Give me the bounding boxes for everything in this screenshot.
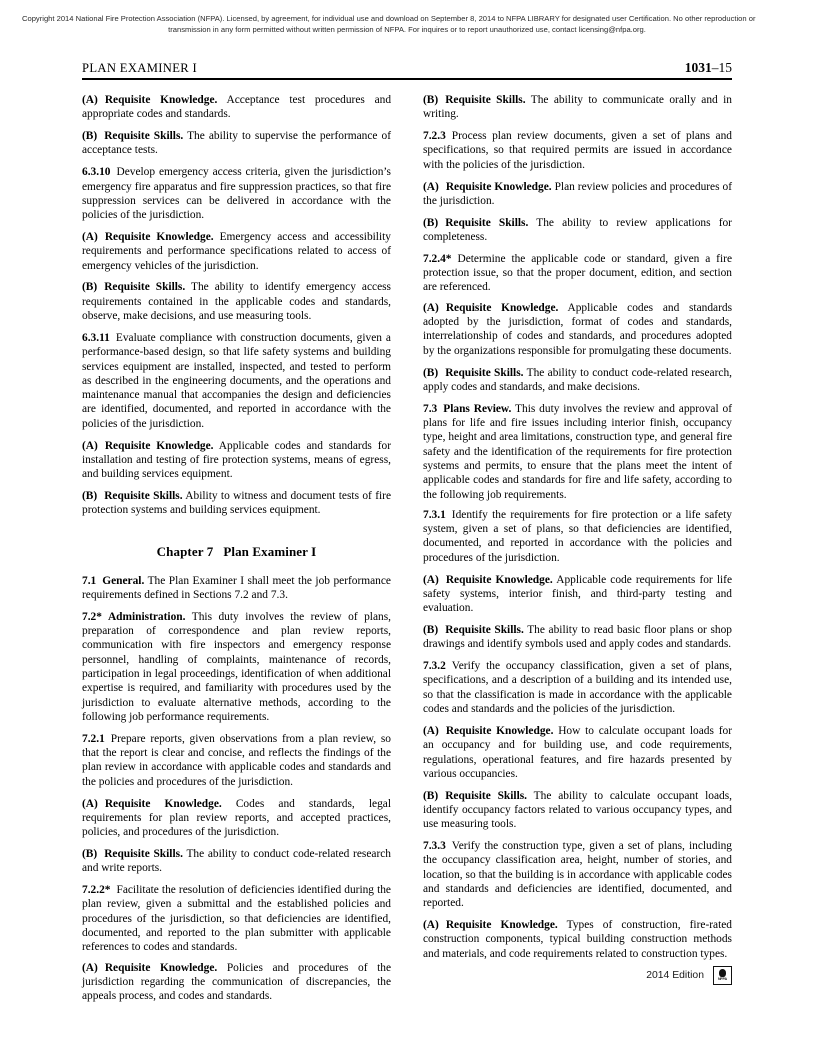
section-number: 7.2.2* [82, 884, 111, 897]
section-number: 7.3.3 [423, 840, 446, 853]
running-head-title: PLAN EXAMINER I [82, 61, 198, 75]
section-number: 7.3.2 [423, 660, 446, 673]
paragraph-term: Requisite Skills. [445, 789, 528, 802]
nfpa-flame-glyph [719, 969, 726, 977]
body-paragraph [423, 623, 732, 652]
paragraph-text: The ability to conduct code-related research and write reports. [82, 847, 391, 875]
paragraph-label: (B) [82, 490, 98, 502]
paragraph-text: Verify the construction type, given a set of plans, including the occupancy classification area, height, number of stories, and location, so that the building is in accordance with applicable codes and standards and deficiencies are identified, documented, and reported. [423, 840, 732, 910]
paragraph-label: (A) [423, 919, 439, 932]
body-paragraph [82, 93, 391, 122]
left-column [82, 93, 392, 1003]
paragraph-term: Requisite Skills. [445, 624, 524, 636]
paragraph-label: (B) [423, 624, 439, 636]
header-rule [82, 78, 732, 80]
right-column [423, 93, 733, 960]
page-number [685, 60, 732, 76]
body-paragraph [423, 252, 732, 295]
paragraph-term: Requisite Skills. [104, 847, 183, 860]
paragraph-text: Policies and procedures of the jurisdiction regarding the communication of discrepancies, the appeals process, and codes and standards. [82, 961, 391, 1003]
body-paragraph [423, 724, 732, 781]
page-number-prefix: 1031 [684, 60, 712, 75]
body-paragraph [423, 301, 732, 358]
body-paragraph [82, 280, 391, 323]
paragraph-label: (B) [423, 216, 439, 229]
paragraph-label: (B) [82, 847, 98, 860]
copyright-line-1: Copyright 2014 National Fire Protection Association (NFPA). Licensed, by agreement, for individual use and download on September 8, 2014 to NFPA LIBRARY for designated user Certification. No other reproduction or [22, 14, 756, 23]
running-head [82, 60, 732, 76]
body-paragraph [82, 230, 391, 273]
body-paragraph [423, 93, 732, 122]
paragraph-label: (B) [423, 366, 439, 379]
copyright-notice [22, 14, 792, 36]
nfpa-logo-word: NFPA [717, 977, 728, 982]
paragraph-text: Identify the requirements for fire protection or a life safety system, given a set of plans, so that deficiencies are identified, documented, and reported in accordance with the policies and procedures of the jurisdiction. [423, 508, 732, 564]
body-paragraph [82, 129, 391, 158]
paragraph-label: (A) [423, 301, 439, 314]
paragraph-term: Requisite Knowledge. [104, 231, 214, 243]
chapter-heading [82, 544, 391, 560]
paragraph-label: (B) [82, 281, 98, 294]
body-paragraph [423, 573, 732, 616]
paragraph-term: Requisite Skills. [445, 216, 529, 229]
paragraph-label: (A) [82, 231, 98, 243]
paragraph-text: How to calculate occupant loads for an occupancy and for building use, and code requirements, regulations, operational features, and fire hazards presented by various occupancies. [423, 724, 732, 780]
paragraph-term: Requisite Knowledge. [104, 797, 222, 810]
paragraph-text: Acceptance test procedures and appropriate codes and standards. [82, 94, 392, 121]
body-paragraph [423, 839, 732, 911]
copyright-line-2: transmission in any form permitted without written permission of NFPA. For inquires or to report unauthorized use, contact licensing@nfpa.org. [168, 24, 646, 34]
paragraph-text: Develop emergency access criteria, given the jurisdiction’s emergency fire apparatus and fire suppression practices, so that fire suppression services can be delivered in accordance with the policies of the jurisdiction. [82, 166, 391, 222]
section-number: 7.2.3 [423, 130, 446, 143]
paragraph-text: Facilitate the resolution of deficiencies identified during the plan review, given a submittal and the established policies and procedures of the jurisdiction, so that deficiencies are identified, documented, and reported to the plan submitter with applicable references to codes and standards. [82, 884, 391, 954]
paragraph-label: (A) [82, 797, 98, 810]
paragraph-term: Requisite Knowledge. [445, 301, 559, 314]
paragraph-term: Requisite Skills. [104, 130, 184, 143]
paragraph-text: The ability to identify emergency access requirements contained in the applicable codes and standards, observe, make decisions, and use measuring tools. [82, 281, 391, 323]
body-paragraph [423, 366, 732, 395]
nfpa-logo-icon [713, 966, 732, 985]
paragraph-text: The ability to review applications for completeness. [423, 216, 732, 243]
paragraph-label: (A) [82, 961, 98, 974]
paragraph-term: Requisite Skills. [104, 490, 183, 502]
paragraph-text: Applicable codes and standards for installation and testing of fire protection systems, means of egress, and building services equipment. [82, 439, 391, 481]
body-paragraph [423, 918, 732, 961]
section-number: 6.3.10 [82, 166, 111, 179]
paragraph-label: (B) [82, 130, 98, 143]
paragraph-text: The ability to read basic floor plans or shop drawings and identify symbols used and apply codes and standards. [423, 624, 732, 651]
paragraph-term: Plans Review. [443, 402, 512, 415]
paragraph-term: Requisite Knowledge. [445, 573, 553, 586]
paragraph-text: The ability to supervise the performance of acceptance tests. [82, 130, 391, 157]
section-number: 7.1 [82, 574, 97, 587]
body-paragraph [423, 216, 732, 245]
paragraph-text: Prepare reports, given observations from a plan review, so that the report is clear and concise, and reflects the findings of the plan review in accordance with applicable codes and standards and the policies and procedures of the jurisdiction. [82, 732, 391, 788]
paragraph-text: The Plan Examiner I shall meet the job performance requirements defined in Sections 7.2 and 7.3. [82, 574, 391, 601]
body-paragraph [82, 732, 391, 789]
paragraph-term: Requisite Skills. [445, 366, 524, 379]
body-paragraph [423, 129, 732, 172]
section-number: 7.3 [423, 402, 438, 415]
paragraph-text: Process plan review documents, given a set of plans and specifications, so that required permits are issued in accordance with the policies of the jurisdiction. [423, 130, 732, 171]
paragraph-text: Ability to witness and document tests of fire protection systems and building services equipment. [82, 490, 392, 517]
paragraph-label: (A) [423, 180, 439, 193]
paragraph-text: The ability to conduct code-related research, apply codes and standards, and make decisions. [423, 366, 732, 393]
body-paragraph [82, 883, 391, 955]
body-paragraph [423, 789, 732, 832]
body-paragraph [82, 331, 391, 431]
paragraph-term: General. [102, 574, 145, 587]
section-number: 7.2* [82, 610, 102, 623]
body-paragraph [423, 659, 732, 716]
paragraph-term: Requisite Skills. [445, 94, 526, 106]
paragraph-label: (A) [82, 439, 98, 452]
paragraph-text: Evaluate compliance with construction documents, given a performance-based design, so that life safety systems and building services equipment are installed, inspected, and tested to perform as described in the engineering documents, and the operations and maintenance manual that accompanies the design and deficiencies are identified, documented, and reported in accordance with the policies of the jurisdiction. [82, 331, 391, 430]
paragraph-text: Determine the applicable code or standard, given a fire protection issue, so that the proper document, edition, and section are referenced. [423, 252, 732, 294]
paragraph-text: Types of construction, fire-rated construction components, typical building construction methods and materials, and code requirements related to construction types. [423, 919, 732, 960]
paragraph-term: Requisite Knowledge. [104, 94, 218, 106]
paragraph-label: (B) [423, 94, 439, 106]
paragraph-term: Requisite Knowledge. [445, 724, 554, 737]
body-paragraph [82, 165, 391, 222]
page-footer [82, 966, 732, 985]
paragraph-term: Requisite Knowledge. [445, 180, 552, 193]
body-paragraph [82, 797, 391, 840]
body-paragraph [423, 402, 732, 502]
chapter-number: Chapter 7 [156, 543, 214, 559]
paragraph-label: (A) [423, 724, 439, 737]
paragraph-text: Codes and standards, legal requirements for plan review reports, and accepted practices, policies, and procedures of the jurisdiction. [82, 797, 391, 839]
paragraph-text: Applicable code requirements for life safety systems, interior finish, and third-party testing and evaluation. [423, 573, 732, 615]
paragraph-text: The ability to calculate occupant loads, identify occupancy factors related to various occupancy types, and use measuring tools. [423, 789, 732, 831]
page-number-suffix: –15 [711, 60, 732, 75]
paragraph-text: This duty involves the review of plans, preparation of correspondence and plan review reports, communication with fire inspectors and emergency response personnel, handling of complaints, maintenance of records, participation in legal proceedings, identification of when additional expertise is required, and familiarity with procedures used by the jurisdiction to evaluate alternative methods, according to the following job performance requirements. [82, 610, 391, 723]
body-paragraph [82, 439, 391, 482]
paragraph-text: Applicable codes and standards adopted by the jurisdiction, format of codes and standards, interrelationship of codes and standards, and procedures adopted by the organizations responsible for promulgating these documents. [423, 301, 733, 357]
body-paragraph [82, 489, 391, 518]
paragraph-text: Verify the occupancy classification, given a set of plans, specifications, and a description of a building and its intended use, so that the classification is made in accordance with the applicable codes and standards and the policies of the jurisdiction. [423, 660, 732, 716]
paragraph-term: Requisite Knowledge. [104, 439, 214, 452]
section-number: 7.2.1 [82, 732, 105, 745]
paragraph-label: (A) [82, 94, 98, 106]
paragraph-label: (A) [423, 573, 439, 586]
paragraph-text: This duty involves the review and approval of plans for life and fire issues including interior finish, occupancy type, height and area limitations, construction type, and general fire safety and the identification of the requirements for fire protection systems and permits, to ensure that the plans meet the intent of applicable codes and standards for fire and life safety, according to the following job requirements. [423, 402, 732, 501]
body-paragraph [82, 574, 391, 603]
paragraph-text: Plan review policies and procedures of the jurisdiction. [423, 180, 732, 207]
section-number: 6.3.11 [82, 331, 110, 344]
paragraph-term: Requisite Knowledge. [104, 961, 218, 974]
section-number: 7.3.1 [423, 508, 446, 521]
chapter-title: Plan Examiner I [223, 543, 317, 559]
section-number: 7.2.4* [423, 252, 452, 265]
body-paragraph [423, 508, 732, 565]
paragraph-term: Administration. [107, 610, 186, 623]
paragraph-text: Emergency access and accessibility requirements and performance specifications related to access of emergency vehicles of the jurisdiction. [82, 231, 391, 272]
body-paragraph [82, 610, 391, 725]
body-paragraph [82, 847, 391, 876]
paragraph-text: The ability to communicate orally and in writing. [423, 94, 732, 121]
paragraph-label: (B) [423, 789, 439, 802]
edition-label: 2014 Edition [646, 970, 704, 981]
paragraph-term: Requisite Knowledge. [445, 919, 558, 932]
paragraph-term: Requisite Skills. [104, 281, 186, 294]
body-paragraph [423, 180, 732, 209]
